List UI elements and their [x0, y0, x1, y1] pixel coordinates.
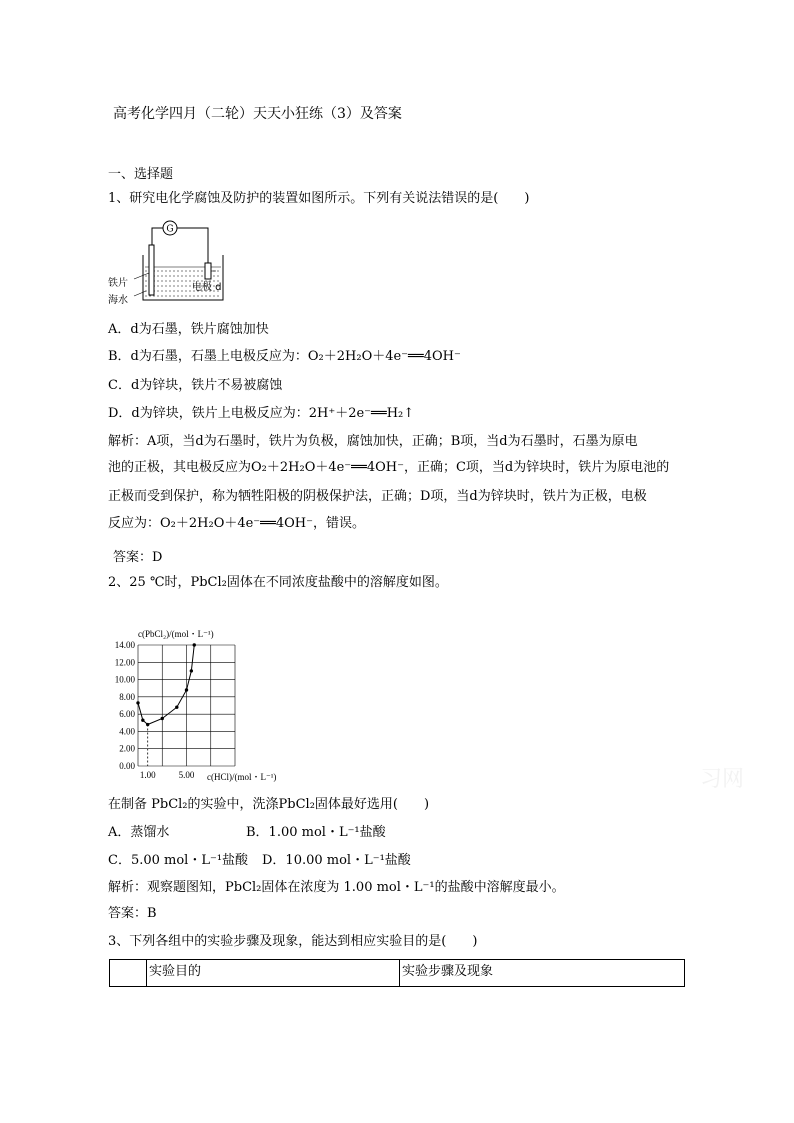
- question-2-stem: 2、25 ℃时，PbCl₂固体在不同浓度盐酸中的溶解度如图。: [108, 575, 448, 590]
- question-2-followup: 在制备 PbCl₂的实验中，洗涤PbCl₂固体最好选用( ): [108, 797, 430, 812]
- question-1-stem: 1、研究电化学腐蚀及防护的装置如图所示。下列有关说法错误的是( ): [108, 191, 530, 206]
- data-point: [175, 706, 178, 709]
- question-2-option-d: D．10.00 mol・L⁻¹盐酸: [262, 853, 411, 868]
- y-tick-label: 2.00: [119, 743, 135, 754]
- question-1-option-d: D．d为锌块，铁片上电极反应为：2H⁺＋2e⁻══H₂↑: [108, 406, 415, 421]
- y-tick-label: 6.00: [119, 709, 135, 720]
- question-1-option-a: A．d为石墨，铁片腐蚀加快: [108, 322, 269, 337]
- table-header-cell: [110, 960, 147, 987]
- data-point: [146, 723, 149, 726]
- question-2-option-a: A．蒸馏水: [108, 825, 170, 840]
- question-1-analysis-line: 解析：A项，当d为石墨时，铁片为负极，腐蚀加快，正确；B项，当d为石墨时，石墨为原电: [108, 434, 638, 449]
- y-tick-label: 14.00: [114, 640, 135, 650]
- table-header-cell: 实验步骤及现象: [400, 960, 685, 987]
- question-1-option-b: B．d为石墨，石墨上电极反应为：O₂＋2H₂O＋4e⁻══4OH⁻: [108, 349, 461, 364]
- y-tick-label: 12.00: [114, 657, 135, 668]
- question-2-analysis: 解析：观察题图知，PbCl₂固体在浓度为 1.00 mol・L⁻¹的盐酸中溶解度最小。: [108, 880, 565, 895]
- question-1-option-c: C．d为锌块，铁片不易被腐蚀: [108, 378, 283, 393]
- table-header-cell: 实验目的: [147, 960, 400, 987]
- y-tick-label: 0.00: [119, 761, 135, 771]
- electrochemistry-apparatus-figure: [108, 215, 238, 310]
- data-point: [136, 701, 139, 704]
- question-2-answer: 答案：B: [108, 906, 157, 921]
- data-point: [185, 688, 188, 691]
- solubility-chart-svg: [108, 625, 298, 785]
- y-tick-label: 4.00: [119, 726, 135, 737]
- table-header-row: [110, 960, 685, 987]
- x-tick-label: 1.00: [139, 770, 156, 780]
- question-1-answer: 答案：D: [113, 550, 163, 565]
- question-2-options-row-2: [108, 852, 411, 870]
- series-line: [138, 645, 194, 725]
- page-title: 高考化学四月（二轮）天天小狂练（3）及答案: [113, 106, 402, 122]
- experiment-table: [109, 959, 685, 987]
- question-3-stem: 3、下列各组中的实验步骤及现象，能达到相应实验目的是( ): [108, 934, 478, 949]
- iron-sheet-label: 铁片: [108, 278, 128, 289]
- data-point: [190, 669, 193, 672]
- solubility-chart: [108, 625, 298, 785]
- electrode-d-label: 电极 d: [192, 282, 222, 293]
- question-2-options-row-1: [108, 824, 386, 842]
- data-point: [193, 643, 196, 646]
- y-tick-label: 10.00: [114, 674, 135, 685]
- svg-text:G: G: [166, 224, 174, 235]
- section-heading: 一、选择题: [108, 167, 174, 182]
- question-1-analysis-line: 池的正极，其电极反应为O₂＋2H₂O＋4e⁻══4OH⁻，正确；C项，当d为锌块时，铁片为原电池的: [108, 460, 670, 475]
- question-1-analysis-line: 反应为：O₂＋2H₂O＋4e⁻══4OH⁻，错误。: [108, 516, 365, 531]
- x-axis-label: c(HCl)/(mol・L⁻¹): [207, 772, 277, 782]
- watermark-text: 习网: [700, 767, 745, 792]
- y-tick-label: 8.00: [119, 691, 135, 702]
- data-point: [161, 717, 164, 720]
- x-tick-label: 5.00: [178, 770, 195, 780]
- data-point: [141, 718, 144, 721]
- question-2-option-c: C．5.00 mol・L⁻¹盐酸: [108, 853, 249, 868]
- question-2-option-b: B．1.00 mol・L⁻¹盐酸: [246, 825, 386, 840]
- y-axis-label: c(PbCl₂)/(mol・L⁻¹): [138, 629, 214, 639]
- seawater-label: 海水: [108, 295, 128, 306]
- question-1-analysis-line: 正极而受到保护，称为牺牲阳极的阴极保护法，正确；D项，当d为锌块时，铁片为正极，电极: [108, 489, 647, 504]
